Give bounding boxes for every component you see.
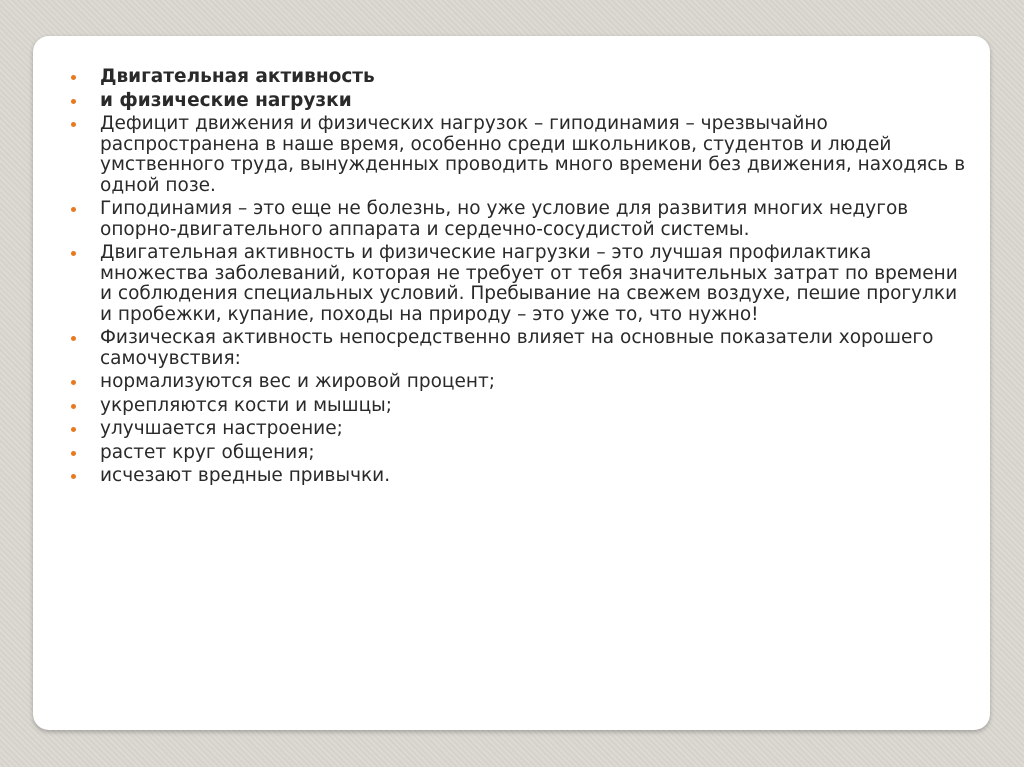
list-item — [66, 243, 971, 325]
list-item-text: Двигательная активность — [100, 66, 375, 87]
list-item-text: исчезают вредные привычки. — [100, 465, 391, 486]
list-item — [66, 114, 971, 196]
list-item-text: Гиподинамия – это еще не болезнь, но уже условие для развития многих недугов опорно-двигательного аппарата и сердечно-сосудистой системы. — [100, 198, 909, 240]
list-item — [66, 67, 971, 88]
list-item — [66, 372, 971, 393]
list-item — [66, 199, 971, 240]
list-item — [66, 419, 971, 440]
list-item-text: Дефицит движения и физических нагрузок – гиподинамия – чрезвычайно распространена в наше время, особенно среди школьников, студентов и людей умственного труда, вынужденных проводить много времени без движения, находясь в одной позе. — [100, 113, 966, 196]
bullet-icon — [71, 122, 76, 127]
bullet-icon — [71, 336, 76, 341]
bullet-icon — [71, 427, 76, 432]
list-item-text: укрепляются кости и мышцы; — [100, 394, 392, 416]
bullet-icon — [71, 474, 76, 479]
bullet-list — [66, 67, 971, 490]
list-item — [66, 91, 971, 112]
bullet-icon — [71, 75, 76, 80]
bullet-icon — [71, 99, 76, 104]
list-item-text: нормализуются вес и жировой процент; — [100, 371, 495, 392]
list-item-text: улучшается настроение; — [100, 418, 343, 439]
bullet-icon — [71, 251, 76, 256]
bullet-icon — [71, 380, 76, 385]
list-item-text: и физические нагрузки — [100, 89, 352, 111]
list-item-text: Двигательная активность и физические нагрузки – это лучшая профилактика множества заболеваний, которая не требует от тебя значительных затрат по времени и соблюдения специальных условий. Пребывание на свежем воздухе, пешие прогулки и пробежки, купание, походы на природу – это уже то, что нужно! — [100, 242, 958, 325]
list-item — [66, 466, 971, 487]
list-item-text: Физическая активность непосредственно влияет на основные показатели хорошего самочувствия: — [100, 327, 934, 369]
list-item — [66, 328, 971, 369]
bullet-icon — [71, 207, 76, 212]
bullet-icon — [71, 451, 76, 456]
bullet-icon — [71, 404, 76, 409]
list-item — [66, 443, 971, 464]
content-card — [33, 36, 990, 730]
list-item — [66, 396, 971, 417]
list-item-text: растет круг общения; — [100, 441, 315, 463]
